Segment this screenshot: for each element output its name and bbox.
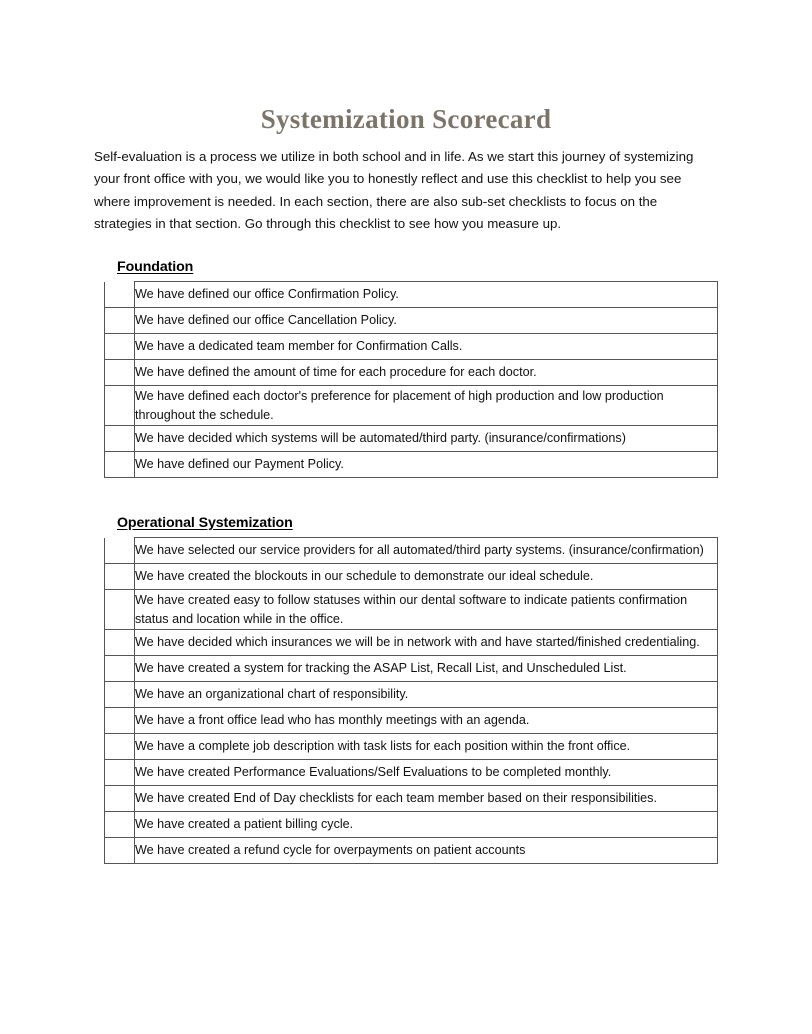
checkbox-cell[interactable] (105, 708, 135, 734)
checklist-item-label: We have created a system for tracking the ASAP List, Recall List, and Unscheduled List. (135, 661, 627, 675)
checkbox-cell[interactable] (105, 630, 135, 656)
checklist-item-cell (135, 682, 718, 708)
checklist-item-cell (135, 386, 718, 426)
table-row (105, 564, 718, 590)
checklist-item-cell (135, 760, 718, 786)
checklist-item-cell (135, 282, 718, 308)
page-title: Systemization Scorecard (260, 104, 552, 134)
checklist-item-label: We have created a refund cycle for overpayments on patient accounts (135, 843, 526, 857)
checklist-item-label: We have created Performance Evaluations/Self Evaluations to be completed monthly. (135, 765, 612, 779)
checkbox-cell[interactable] (105, 734, 135, 760)
checkbox-cell[interactable] (105, 426, 135, 452)
checklist-item-label: We have decided which insurances we will be in network with and have started/finished credentialing. (135, 635, 700, 649)
checkbox-cell[interactable] (105, 360, 135, 386)
checkbox-cell[interactable] (105, 564, 135, 590)
checklist-item-cell (135, 452, 718, 478)
checklist-item-label: We have defined each doctor's preference for placement of high production and low production throughout the schedule. (135, 388, 664, 422)
table-row (105, 360, 718, 386)
table-row (105, 812, 718, 838)
checklist-item-label: We have created End of Day checklists for each team member based on their responsibilities. (135, 791, 657, 805)
checklist-item-label: We have defined our office Cancellation Policy. (135, 313, 397, 327)
checklist-table-foundation (104, 281, 718, 478)
checkbox-cell[interactable] (105, 656, 135, 682)
table-row (105, 386, 718, 426)
table-row (105, 334, 718, 360)
table-row (105, 708, 718, 734)
checklist-item-cell (135, 656, 718, 682)
table-row (105, 426, 718, 452)
checklist-body-foundation (105, 282, 718, 478)
checklist-body-operational (105, 538, 718, 864)
table-row (105, 734, 718, 760)
checklist-item-label: We have defined our office Confirmation Policy. (135, 287, 399, 301)
section-heading-operational-systemization: Operational Systemization (117, 515, 293, 531)
checklist-item-cell (135, 630, 718, 656)
checklist-item-cell (135, 360, 718, 386)
checklist-item-cell (135, 708, 718, 734)
checklist-item-cell (135, 426, 718, 452)
checklist-item-cell (135, 786, 718, 812)
table-row (105, 308, 718, 334)
checklist-item-cell (135, 538, 718, 564)
checkbox-cell[interactable] (105, 386, 135, 426)
checkbox-cell[interactable] (105, 334, 135, 360)
checklist-item-label: We have created easy to follow statuses within our dental software to indicate patients confirmation status and location while in the office. (135, 592, 688, 626)
table-row (105, 630, 718, 656)
checklist-item-label: We have decided which systems will be automated/third party. (insurance/confirmations) (135, 431, 626, 445)
checklist-item-label: We have a complete job description with task lists for each position within the front office. (135, 739, 631, 753)
checkbox-cell[interactable] (105, 590, 135, 630)
section-heading-foundation: Foundation (117, 259, 194, 275)
section-foundation (104, 258, 718, 478)
table-row (105, 538, 718, 564)
checkbox-cell[interactable] (105, 308, 135, 334)
checkbox-cell[interactable] (105, 838, 135, 864)
intro-paragraph: Self-evaluation is a process we utilize in both school and in life. As we start this journey of systemizing your front office with you, we would like you to honestly reflect and use this checklist to help you see where improvement is needed. In each section, there are also sub-set checklists to focus on the strategies in that section. Go through this checklist to see how you measure up. (94, 149, 694, 231)
table-row (105, 760, 718, 786)
checkbox-cell[interactable] (105, 760, 135, 786)
checklist-item-label: We have selected our service providers for all automated/third party systems. (insurance/confirmation) (135, 543, 704, 557)
checkbox-cell[interactable] (105, 282, 135, 308)
checklist-item-label: We have a dedicated team member for Confirmation Calls. (135, 339, 463, 353)
checklist-item-label: We have an organizational chart of responsibility. (135, 687, 409, 701)
checklist-item-label: We have a front office lead who has monthly meetings with an agenda. (135, 713, 530, 727)
checkbox-cell[interactable] (105, 682, 135, 708)
checklist-item-cell (135, 734, 718, 760)
table-row (105, 838, 718, 864)
checkbox-cell[interactable] (105, 786, 135, 812)
table-row (105, 682, 718, 708)
checklist-item-label: We have defined our Payment Policy. (135, 457, 344, 471)
checklist-item-cell (135, 308, 718, 334)
checklist-item-cell (135, 564, 718, 590)
table-row (105, 452, 718, 478)
checklist-item-cell (135, 334, 718, 360)
checklist-item-cell (135, 590, 718, 630)
table-row (105, 590, 718, 630)
section-operational-systemization (104, 514, 718, 864)
checklist-item-label: We have defined the amount of time for each procedure for each doctor. (135, 365, 537, 379)
checkbox-cell[interactable] (105, 452, 135, 478)
table-row (105, 786, 718, 812)
checklist-item-label: We have created the blockouts in our schedule to demonstrate our ideal schedule. (135, 569, 594, 583)
checklist-item-cell (135, 812, 718, 838)
table-row (105, 656, 718, 682)
checkbox-cell[interactable] (105, 812, 135, 838)
table-row (105, 282, 718, 308)
checklist-item-cell (135, 838, 718, 864)
checklist-item-label: We have created a patient billing cycle. (135, 817, 354, 831)
checklist-table-operational (104, 537, 718, 864)
checkbox-cell[interactable] (105, 538, 135, 564)
